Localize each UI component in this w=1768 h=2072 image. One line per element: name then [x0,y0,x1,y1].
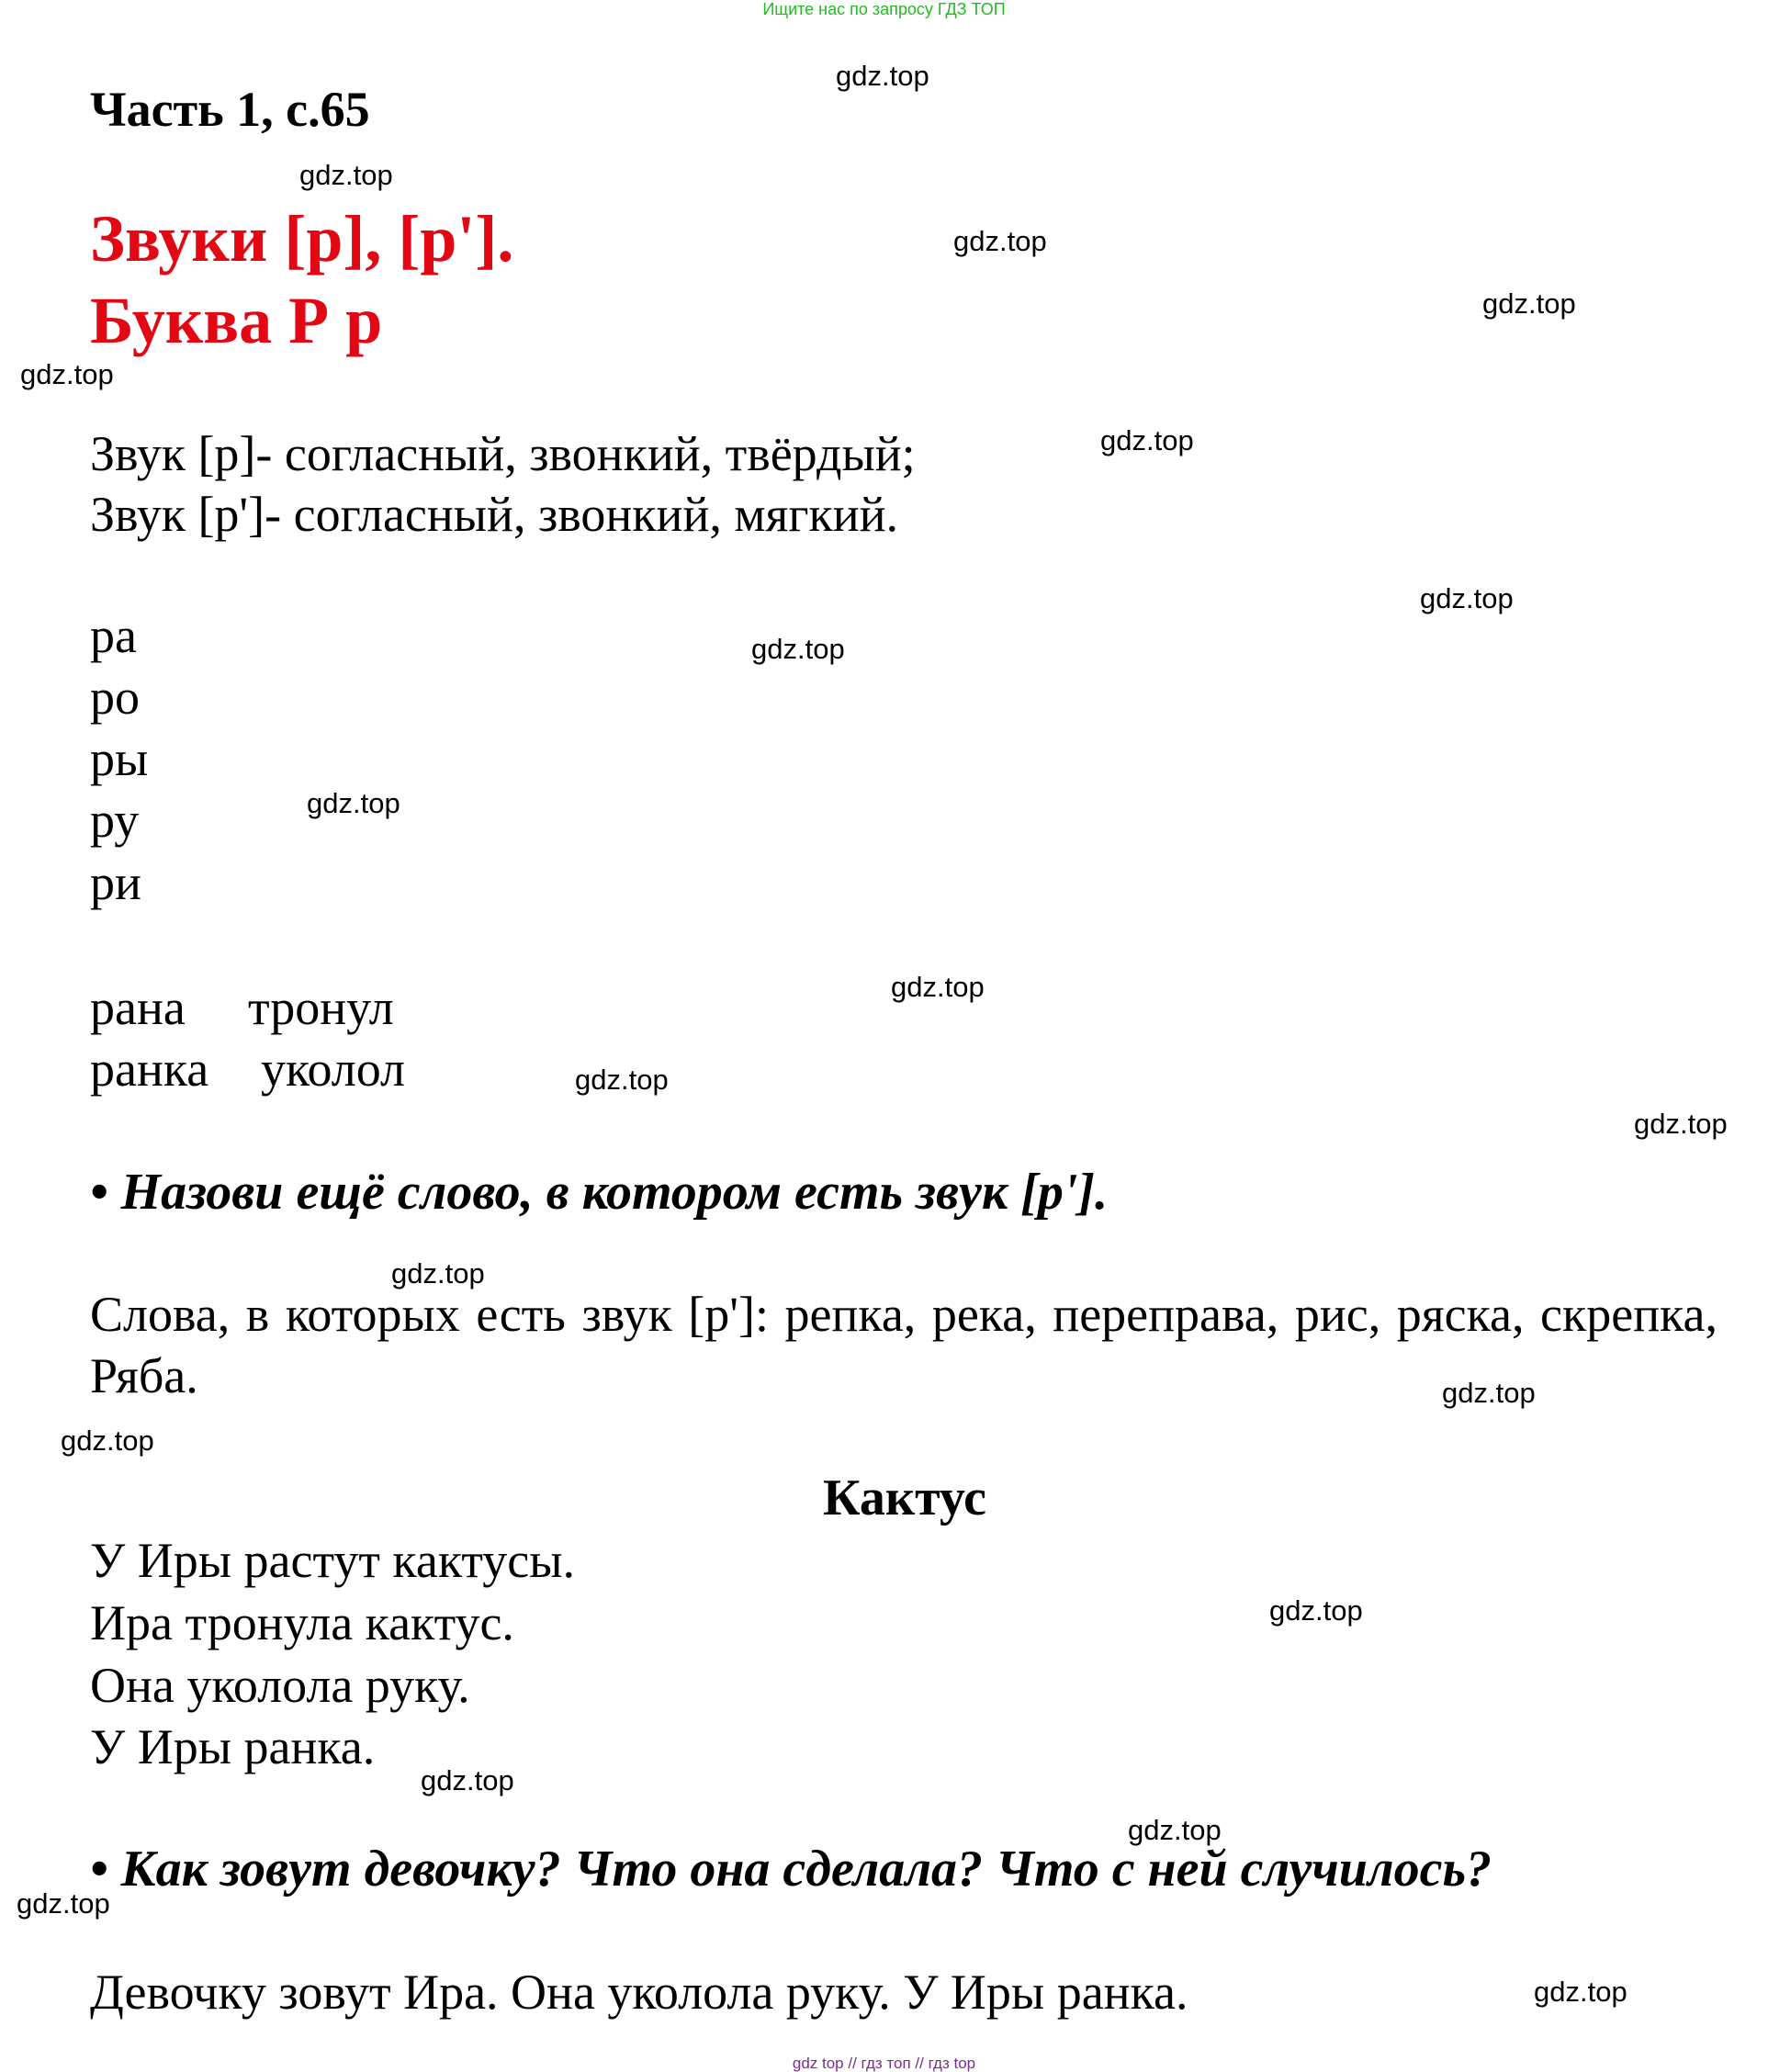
story-line: У Иры растут кактусы. [90,1533,575,1588]
footer-link[interactable]: гдз топ [861,2055,911,2072]
syllable: ры [90,731,149,786]
watermark: gdz.top [836,60,929,92]
footer-separator: // [848,2055,857,2072]
watermark: gdz.top [20,358,114,390]
task-answer-1: Слова, в которых есть звук [р']: репка, река, переправа, рис, ряска, скрепка, Ряба. [90,1287,1717,1403]
watermark: gdz.top [1128,1814,1222,1846]
watermark: gdz.top [299,159,393,191]
watermark: gdz.top [1634,1108,1728,1140]
task-question-1: • Назови ещё слово, в котором есть звук [р']. [90,1164,1109,1221]
watermark: gdz.top [891,971,985,1003]
sound-description-soft: Звук [р']- согласный, звонкий, мягкий. [90,487,899,542]
footer-separator: // [915,2055,924,2072]
footer-links [0,2055,1768,2072]
task-question-2: • Как зовут девочку? Что она сделала? Что с ней случилось? [90,1841,1492,1897]
watermark: gdz.top [1534,1976,1627,2008]
page-heading: Часть 1, с.65 [90,82,370,137]
watermark: gdz.top [575,1064,669,1096]
story-title: Кактус [822,1470,987,1526]
word-tronul: тронул [248,980,394,1035]
story-line: Она уколола руку. [90,1658,470,1713]
watermark: gdz.top [751,633,845,665]
footer-link[interactable]: гдз top [928,2055,976,2072]
syllable: ру [90,793,140,848]
story-line: У Иры ранка. [90,1719,376,1774]
word-rana: рана [90,980,186,1035]
task-answer-2: Девочку зовут Ира. Она уколола руку. У Иры ранка. [90,1965,1188,2020]
syllable: ри [90,855,141,910]
lesson-title-letter: Буква Р р [90,284,383,357]
syllable: ра [90,608,137,663]
watermark: gdz.top [391,1257,485,1289]
search-banner: Ищите нас по запросу ГДЗ ТОП [762,0,1006,18]
lesson-title-sounds: Звуки [р], [р']. [90,202,514,276]
watermark: gdz.top [61,1424,154,1457]
watermark: gdz.top [1420,582,1514,614]
watermark: gdz.top [1482,287,1576,320]
watermark: gdz.top [1442,1377,1536,1409]
watermark: gdz.top [1269,1594,1363,1627]
watermark: gdz.top [421,1764,514,1796]
watermark: gdz.top [17,1887,110,1920]
watermark: gdz.top [1100,424,1194,456]
watermark: gdz.top [953,225,1047,257]
word-ukolol: уколол [261,1042,405,1097]
word-ranka: ранка [90,1042,209,1097]
syllable: ро [90,670,140,725]
sound-description-hard: Звук [р]- согласный, звонкий, твёрдый; [90,426,916,481]
story-line: Ира тронула кактус. [90,1595,514,1650]
footer-link[interactable]: gdz top [792,2055,844,2072]
watermark: gdz.top [307,787,400,819]
